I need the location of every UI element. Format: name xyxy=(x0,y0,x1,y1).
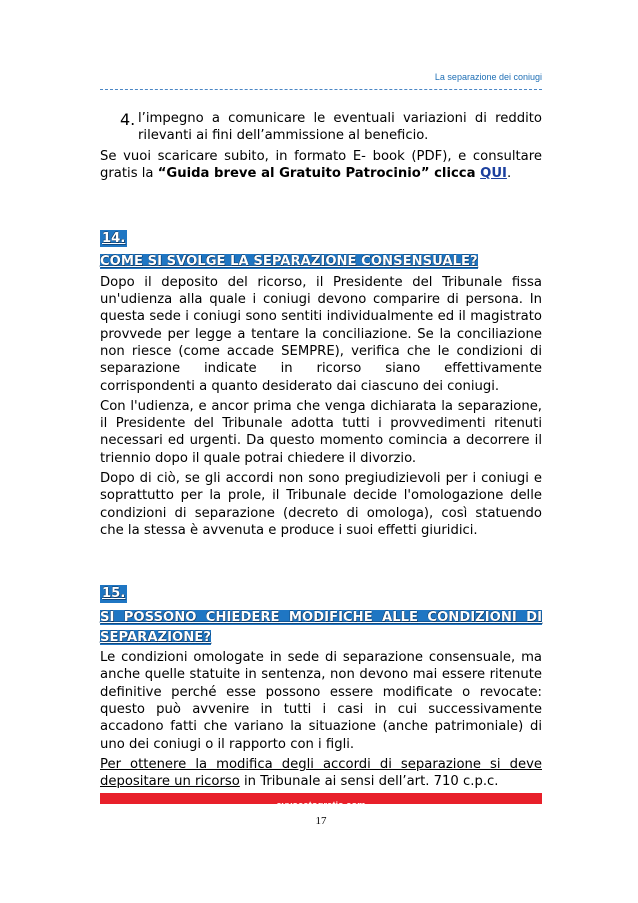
section-14-number: 14. xyxy=(102,231,126,247)
section-15-rest-text: in Tribunale ai sensi dell’art. 710 c.p.c. xyxy=(239,774,499,790)
download-prefix: Se vuoi scaricare subito, in formato E- book (PDF), e consultare gratis la xyxy=(100,148,542,181)
header-divider xyxy=(100,89,542,90)
section-14-paragraph-3: Dopo di ciò, se gli accordi non sono pregiudizievoli per i coniugi e soprattutto per la prole, il Tribunale decide l'omologazione delle condizioni di separazione (decreto di omologa), così statuendo che la stessa è avvenuta e produce i suoi effetti giuridici. xyxy=(100,471,542,538)
section-15-underlined-text: Per ottenere la modifica degli accordi di separazione si deve depositare un ricorso xyxy=(100,756,542,790)
footer-bar xyxy=(100,793,542,811)
download-link[interactable]: QUI xyxy=(480,165,507,181)
section-14-number-row xyxy=(100,227,542,247)
section-15-heading xyxy=(100,606,542,647)
download-suffix: . xyxy=(506,165,512,181)
page-content xyxy=(100,110,542,794)
download-paragraph xyxy=(100,148,542,183)
list-item xyxy=(120,110,542,148)
section-14-heading xyxy=(100,250,542,270)
download-middle: ” clicca xyxy=(420,165,481,181)
section-14-paragraph-1: Dopo il deposito del ricorso, il Presidente del Tribunale fissa un'udienza alla quale i coniugi devono comparire di persona. In questa sede i coniugi sono sentiti individualmente ed il magistrato provvede per legge a tentare la conciliazione. Se la conciliazione non riesce (come accade SEMPRE), verifica che le condizioni di separazione indicate in ricorso siano effettivamente corrispondenti a quanto desiderato dai ciascuno dei coniugi. xyxy=(100,274,542,394)
section-15-number-row xyxy=(100,582,542,602)
section-14-paragraph-2: Con l'udienza, e ancor prima che venga dichiarata la separazione, il Presidente del Tribunale adotta tutti i provvedimenti ritenuti necessari ed urgenti. Da questo momento comincia a decorrere il triennio dopo il quale potrai chiedere il divorzio. xyxy=(100,398,542,466)
section-15-paragraph-1: Le condizioni omologate in sede di separazione consensuale, ma anche quelle statuite in sentenza, non devono mai essere ritenute definitive perché esse possono essere modificate o revocate: questo può avvenire in tutti i casi in cui successivamente accadono fatti che variano la situazione (anche patrimoniale) di uno dei coniugi o il rapporto con i figli. xyxy=(100,650,542,752)
spacer xyxy=(100,542,542,582)
list-item-number: 4. xyxy=(120,110,136,129)
spacer xyxy=(100,185,542,227)
section-15-paragraph-2 xyxy=(100,756,542,791)
running-header: La separazione dei coniugi xyxy=(434,72,542,82)
footer-site-link[interactable]: avvocatogratis.com xyxy=(276,800,366,811)
page-number: 17 xyxy=(315,815,327,827)
guide-title: “Guida breve al Gratuito Patrocinio xyxy=(157,165,421,181)
list-item-text: l’impegno a comunicare le eventuali variazioni di reddito rilevanti ai fini dell’ammissione al beneficio. xyxy=(138,111,542,144)
section-14-title: COME SI SVOLGE LA SEPARAZIONE CONSENSUALE? xyxy=(100,254,478,270)
section-15-title: SI POSSONO CHIEDERE MODIFICHE ALLE CONDIZIONI DI SEPARAZIONE? xyxy=(100,609,542,645)
section-15-number: 15. xyxy=(102,586,126,602)
